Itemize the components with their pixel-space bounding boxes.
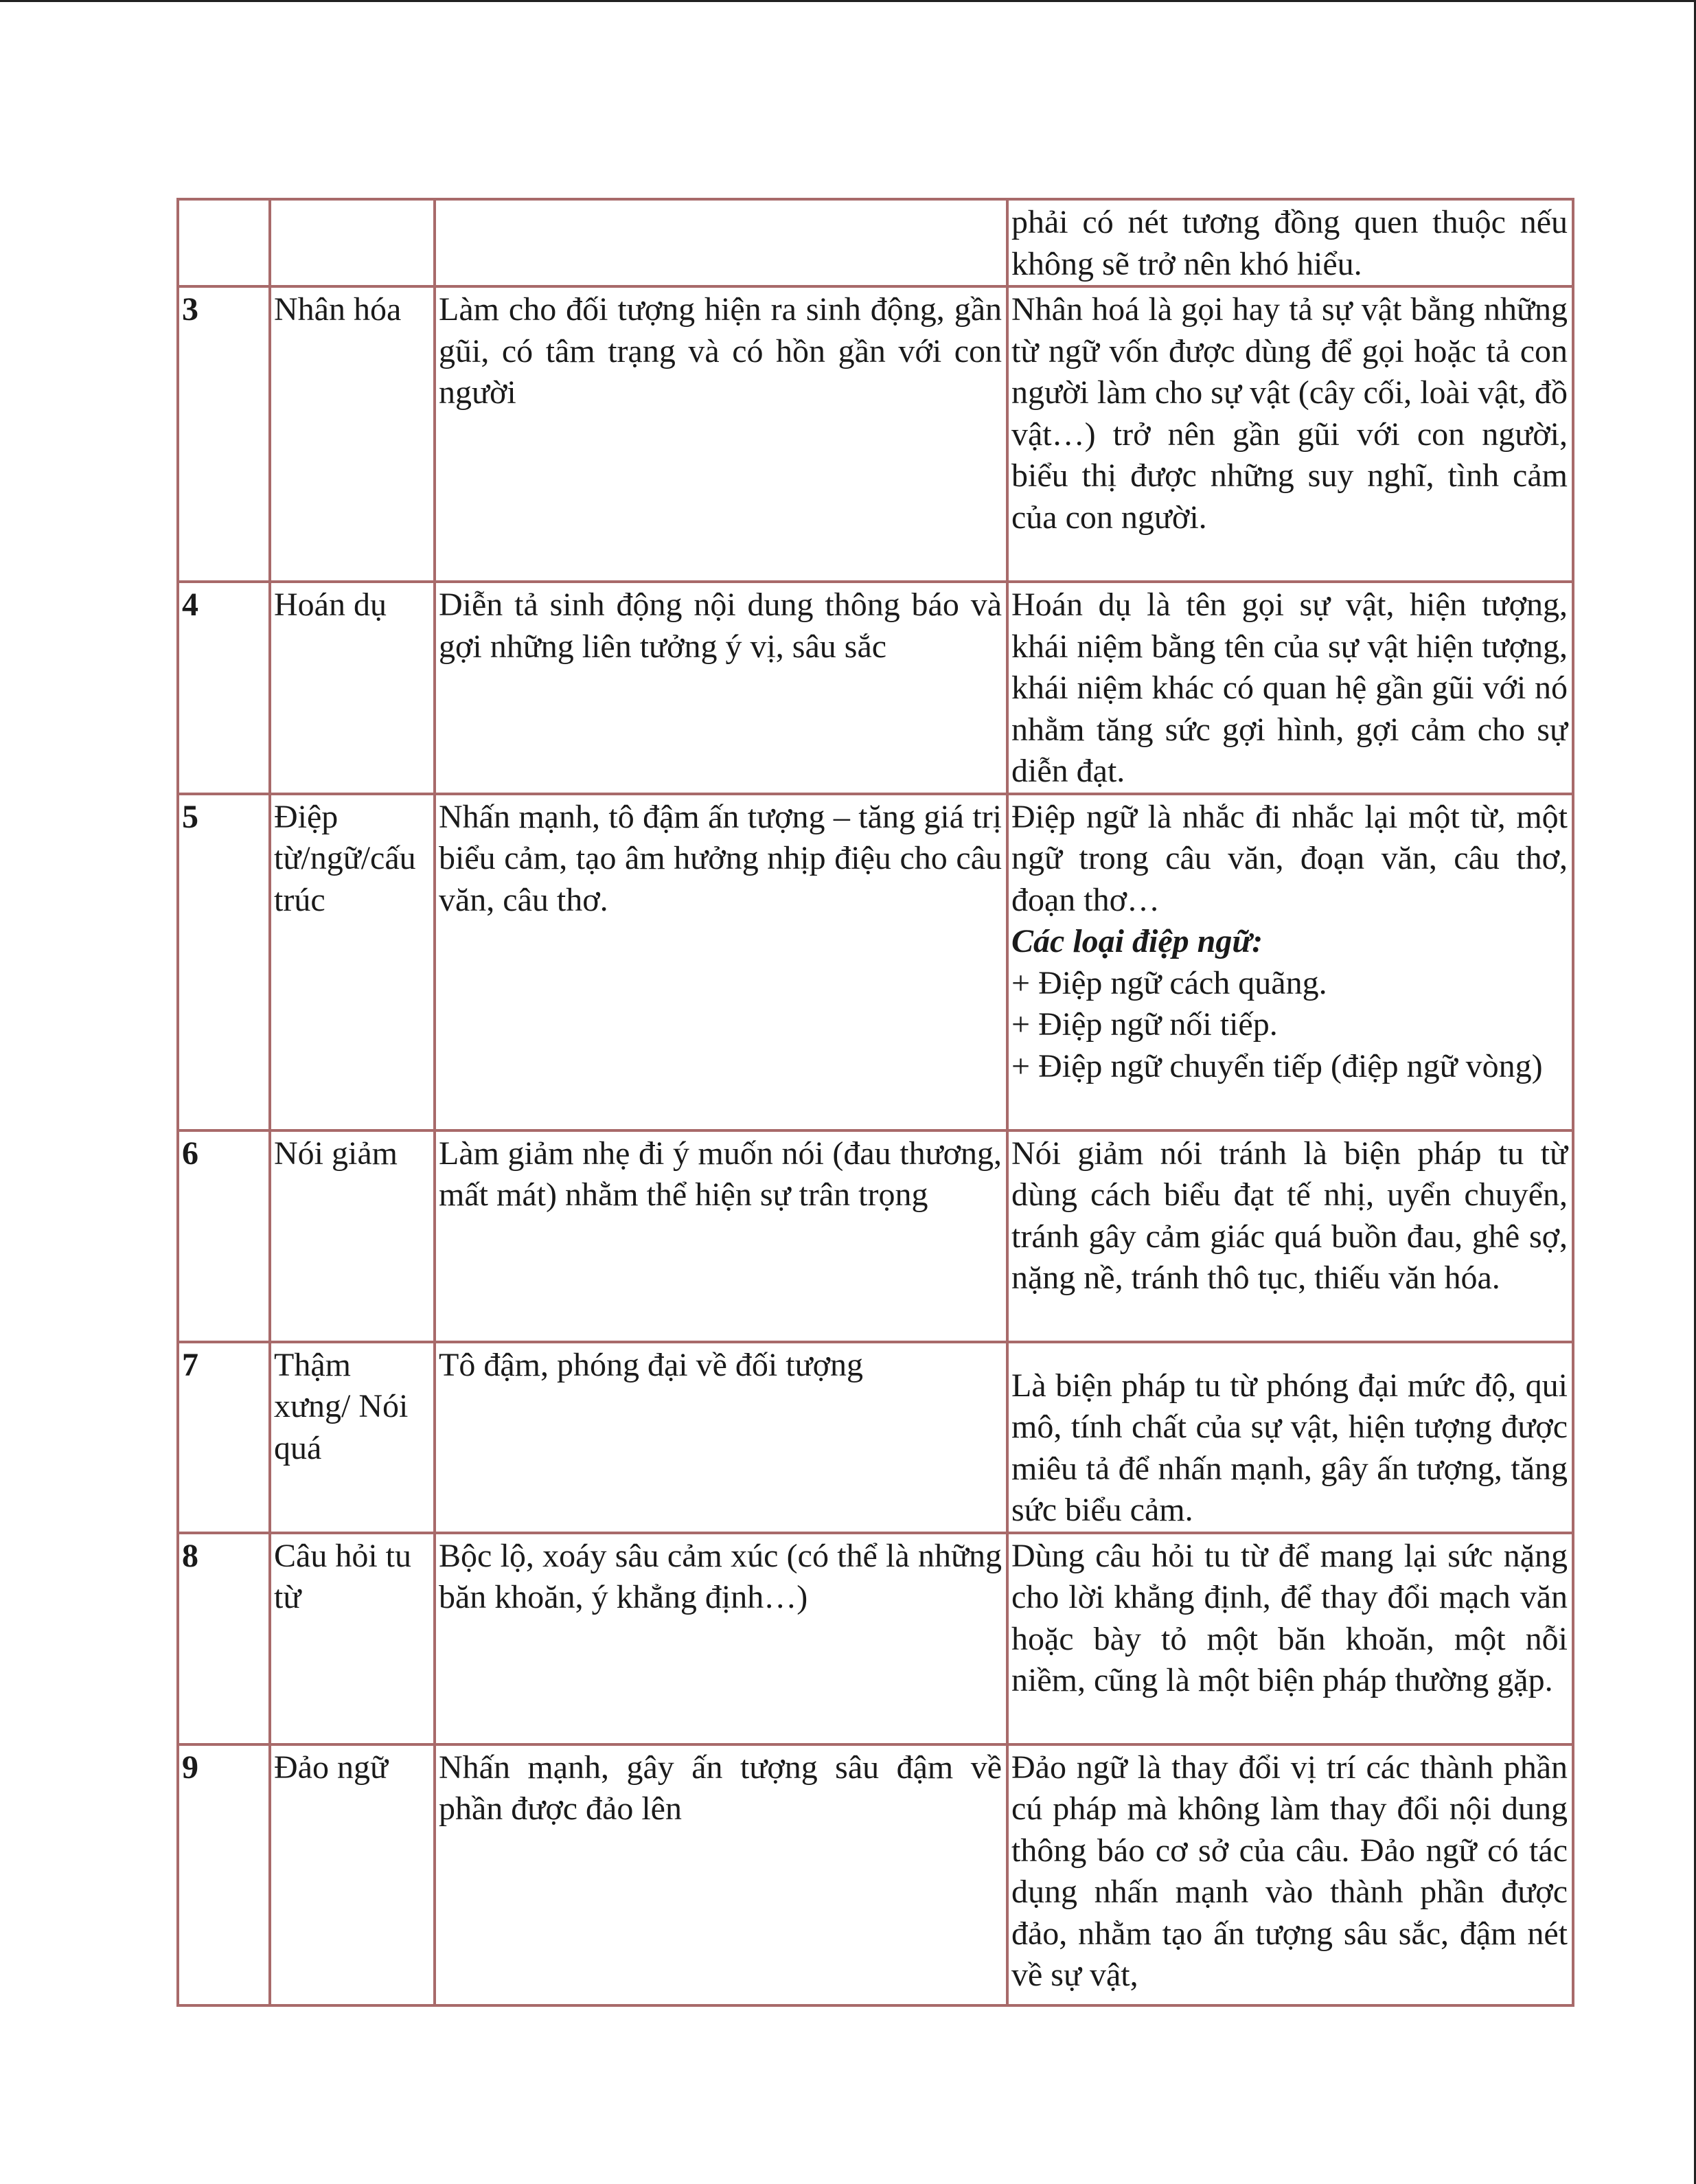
- table-row: [178, 582, 1573, 794]
- list-item: + Điệp ngữ nối tiếp.: [1011, 1006, 1278, 1043]
- device-definition: Nói giảm nói tránh là biện pháp tu từ dùng cách biểu đạt tế nhị, uyển chuyển, tránh gây cảm giác quá buồn đau, ghê sợ, nặng nề, tránh thô tục, thiếu văn hóa.: [1007, 1130, 1573, 1342]
- device-definition: Hoán dụ là tên gọi sự vật, hiện tượng, khái niệm bằng tên của sự vật hiện tượng, khái niệm khác có quan hệ gần gũi với nó nhằm tăng sức gợi hình, gợi cảm cho sự diễn đạt.: [1007, 582, 1573, 794]
- device-effect: Diễn tả sinh động nội dung thông báo và gợi những liên tưởng ý vị, sâu sắc: [435, 582, 1007, 794]
- device-effect: Tô đậm, phóng đại về đối tượng: [435, 1342, 1007, 1533]
- device-definition-cell: [1007, 1342, 1573, 1533]
- device-effect: [435, 199, 1007, 286]
- row-number: 9: [178, 1744, 270, 2005]
- table-row: [178, 1533, 1573, 1744]
- device-effect: Làm cho đối tượng hiện ra sinh động, gần gũi, có tâm trạng và có hồn gần với con người: [435, 286, 1007, 582]
- device-name: Đảo ngữ: [270, 1744, 435, 2005]
- table-row: [178, 1744, 1573, 2005]
- device-definition: phải có nét tương đồng quen thuộc nếu không sẽ trở nên khó hiểu.: [1007, 199, 1573, 286]
- device-name: Nói giảm: [270, 1130, 435, 1342]
- table-row: [178, 794, 1573, 1130]
- device-name: Thậm xưng/ Nói quá: [270, 1342, 435, 1533]
- device-name: Câu hỏi tu từ: [270, 1533, 435, 1744]
- row-number: 5: [178, 794, 270, 1130]
- device-definition: Điệp ngữ là nhắc đi nhắc lại một từ, một ngữ trong câu văn, đoạn văn, câu thơ, đoạn thơ…: [1011, 798, 1568, 918]
- device-definition: Đảo ngữ là thay đổi vị trí các thành phần cú pháp mà không làm thay đổi nội dung thông báo cơ sở của câu. Đảo ngữ có tác dụng nhấn mạnh vào thành phần được đảo, nhằm tạo ấn tượng sâu sắc, đậm nét về sự vật,: [1007, 1744, 1573, 2005]
- device-definition: Là biện pháp tu từ phóng đại mức độ, qui mô, tính chất của sự vật, hiện tượng được miêu tả để nhấn mạnh, gây ấn tượng, tăng sức biểu cảm.: [1011, 1367, 1568, 1528]
- row-number: 6: [178, 1130, 270, 1342]
- row-number: [178, 199, 270, 286]
- device-definition: Nhân hoá là gọi hay tả sự vật bằng những từ ngữ vốn được dùng để gọi hoặc tả con người làm cho sự vật (cây cối, loài vật, đồ vật…) trở nên gần gũi với con người, biểu thị được những suy nghĩ, tình cảm của con người.: [1007, 286, 1573, 582]
- row-number: 4: [178, 582, 270, 794]
- table-row: [178, 1130, 1573, 1342]
- device-name: Hoán dụ: [270, 582, 435, 794]
- rhetorical-devices-table: [176, 198, 1574, 2007]
- page-edge-top: [0, 0, 1696, 2]
- device-name: Điệp từ/ngữ/cấu trúc: [270, 794, 435, 1130]
- device-effect: Bộc lộ, xoáy sâu cảm xúc (có thể là những băn khoăn, ý khẳng định…): [435, 1533, 1007, 1744]
- table-row: [178, 199, 1573, 286]
- row-number: 8: [178, 1533, 270, 1744]
- list-item: + Điệp ngữ chuyển tiếp (điệp ngữ vòng): [1011, 1047, 1543, 1084]
- device-definition: Dùng câu hỏi tu từ để mang lại sức nặng cho lời khẳng định, để thay đổi mạch văn hoặc bày tỏ một băn khoăn, một nỗi niềm, cũng là một biện pháp thường gặp.: [1007, 1533, 1573, 1744]
- device-name: Nhân hóa: [270, 286, 435, 582]
- table-row: [178, 1342, 1573, 1533]
- row-number: 7: [178, 1342, 270, 1533]
- row-number: 3: [178, 286, 270, 582]
- list-item: + Điệp ngữ cách quãng.: [1011, 964, 1327, 1001]
- device-definition-cell: [1007, 794, 1573, 1130]
- device-name: [270, 199, 435, 286]
- table-row: [178, 286, 1573, 582]
- device-effect: Nhấn mạnh, gây ấn tượng sâu đậm về phần được đảo lên: [435, 1744, 1007, 2005]
- device-effect: Nhấn mạnh, tô đậm ấn tượng – tăng giá trị biểu cảm, tạo âm hưởng nhịp điệu cho câu văn, câu thơ.: [435, 794, 1007, 1130]
- device-effect: Làm giảm nhẹ đi ý muốn nói (đau thương, mất mát) nhằm thể hiện sự trân trọng: [435, 1130, 1007, 1342]
- repetition-types-heading: Các loại điệp ngữ:: [1011, 923, 1263, 959]
